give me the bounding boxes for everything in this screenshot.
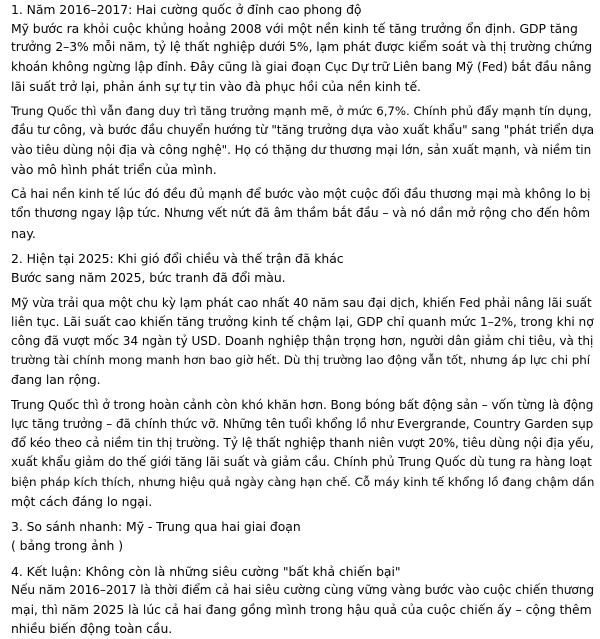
section-2-paragraph-1-line-3: công đã vượt mốc 34 ngàn tỷ USD. Doanh nghiệp thận trọng hơn, người dân giảm chi tiêu, và thị: [11, 334, 594, 348]
section-1-heading: 1. Năm 2016–2017: Hai cường quốc ở đỉnh cao phong độ: [11, 2, 362, 17]
section-4-heading: 4. Kết luận: Không còn là những siêu cường "bất khả chiến bại": [11, 563, 401, 579]
section-2-paragraph-1-line-4: trường tài chính mong manh hơn bao giờ hết. Dù thị trường lao động vẫn tốt, nhưng áp lực chi phí: [11, 353, 591, 368]
section-2-paragraph-2-line-1: Trung Quốc thì ở trong hoàn cảnh còn khó khăn hơn. Bong bóng bất động sản – vốn từng là động: [11, 397, 594, 412]
section-4-paragraph-1-line-3: nhiều biến động toàn cầu.: [11, 621, 173, 637]
section-2-paragraph-1-line-1: Mỹ vừa trải qua một chu kỳ lạm phát cao nhất 40 năm sau đại dịch, khiến Fed phải nâng lãi suất: [11, 295, 592, 310]
section-1-paragraph-2-line-4: vào mô hình phát triển của mình.: [11, 161, 217, 177]
section-1-paragraph-1-line-4: lãi suất trở lại, phản ánh sự tự tin vào đà phục hồi của nền kinh tế.: [11, 78, 421, 94]
section-2-paragraph-2-line-5: biện pháp kích thích, nhưng hiệu quả ngày càng hạn chế. Cỗ máy kinh tế khổng lồ đang chậm dần: [11, 474, 595, 489]
section-2-paragraph-2-line-6: một cách đáng lo ngại.: [11, 493, 153, 509]
section-2-paragraph-1-line-5: đang lan rộng.: [11, 372, 101, 388]
section-1-paragraph-3-line-3: nay.: [11, 225, 36, 241]
section-1-paragraph-3-line-1: Cả hai nền kinh tế lúc đó đều đủ mạnh để bước vào một cuộc đối đầu thương mại mà không lo bị: [11, 187, 591, 202]
section-2-paragraph-1-line-2: liên tục. Lãi suất cao khiến tăng trưởng kinh tế chậm lại, GDP chỉ quanh mức 1–2%, trong khi nợ: [11, 314, 594, 329]
section-1-paragraph-2-line-1: Trung Quốc thì vẫn đang duy trì tăng trưởng mạnh mẽ, ở mức 6,7%. Chính phủ đẩy mạnh tín dụng,: [11, 104, 592, 119]
section-1-paragraph-2-line-2: đầu tư công, và bước đầu chuyển hướng từ "tăng trưởng dựa vào xuất khẩu" sang "phát triển dựa: [11, 123, 594, 138]
section-2-heading: 2. Hiện tại 2025: Khi gió đổi chiều và thế trận đã khác: [11, 251, 344, 266]
section-4-paragraph-1-line-2: mại, thì năm 2025 là lúc cả hai đang gồng mình trong hậu quả của cuộc chiến ấy – cộng thêm: [11, 602, 592, 618]
section-3-note: ( bảng trong ảnh ): [11, 538, 123, 554]
section-1-paragraph-1-line-1: Mỹ bước ra khỏi cuộc khủng hoảng 2008 với một nền kinh tế tăng trưởng ổn định. GDP tăng: [11, 21, 578, 37]
section-2-intro: Bước sang năm 2025, bức tranh đã đổi màu.: [11, 270, 286, 286]
section-1-paragraph-1-line-2: trưởng 2–3% mỗi năm, tỷ lệ thất nghiệp dưới 5%, lạm phát được kiểm soát và thị trường chứng: [11, 40, 593, 55]
section-4-paragraph-1-line-1: Nếu năm 2016–2017 là thời điểm cả hai siêu cường cùng vững vàng bước vào cuộc chiến thương: [11, 583, 595, 597]
section-3-heading: 3. So sánh nhanh: Mỹ - Trung qua hai giai đoạn: [11, 519, 301, 535]
section-1-paragraph-2-line-3: vào tiêu dùng nội địa và công nghệ". Họ có thặng dư thương mại lớn, sản xuất mạnh, và niềm tin: [11, 142, 592, 157]
section-2-paragraph-2-line-2: lực tăng trưởng – đã chính thức vỡ. Những tên tuổi khổng lồ như Evergrande, Country Garden sụp: [11, 417, 594, 431]
section-2-paragraph-2-line-4: xuất khẩu giảm do thế giới tăng lãi suất và giảm cầu. Chính phủ Trung Quốc dù tung ra hàng loạt: [11, 455, 592, 470]
section-2-paragraph-2-line-3: đổ kéo theo cả niềm tin thị trường. Tỷ lệ thất nghiệp thanh niên vượt 20%, tiêu dùng nội địa yếu,: [11, 436, 594, 451]
section-1-paragraph-3-line-2: tổn thương ngay lập tức. Nhưng vết nứt đã âm thầm bắt đầu – và nó dần mở rộng cho đến hôm: [11, 206, 590, 221]
section-1-paragraph-1-line-3: khoán không ngừng lập đỉnh. Đây cũng là giai đoạn Cục Dự trữ Liên bang Mỹ (Fed) bắt đầu nâng: [11, 59, 592, 74]
